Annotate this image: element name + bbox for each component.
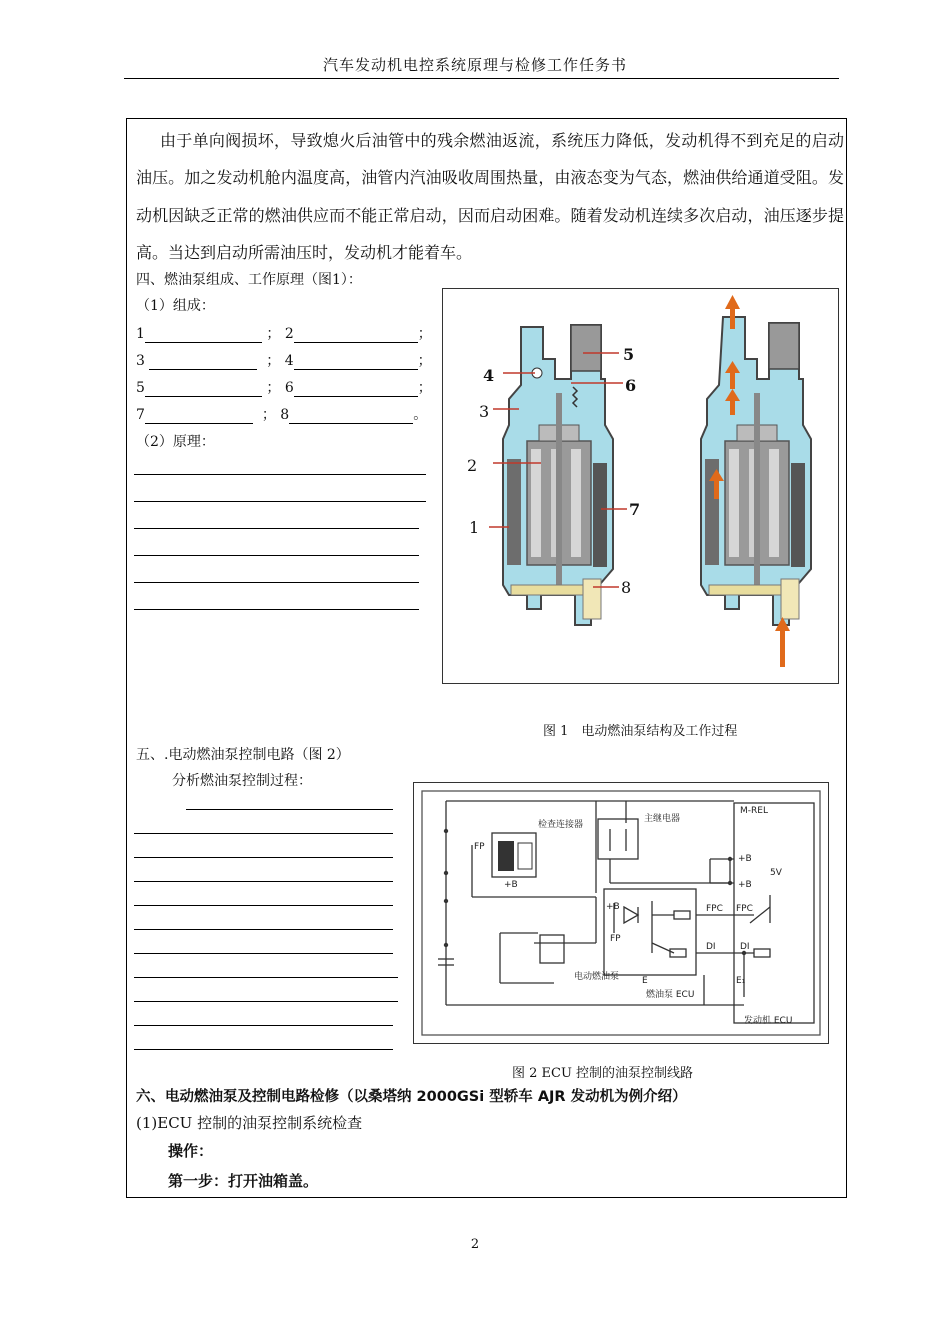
part-label-3: 3 (479, 402, 490, 421)
label-fpc-pump-ecu: FPC (706, 904, 723, 914)
part-label-8: 8 (621, 578, 632, 597)
item-num: 6 (284, 380, 294, 396)
check-connector (492, 833, 536, 877)
label-e1: E₁ (736, 976, 746, 986)
part-label-6: 6 (625, 376, 637, 395)
label-plus-b-2: +B (738, 880, 752, 890)
answer-line[interactable] (186, 809, 393, 810)
item-num: 3 (136, 353, 145, 369)
component-row-4 (136, 404, 427, 424)
operation-label: 操作： (168, 1142, 214, 1160)
step1-text: 第一步：打开油箱盖。 (168, 1172, 319, 1190)
item-sep: ； (266, 353, 281, 369)
figure1-fuel-pump-diagram (442, 288, 839, 684)
answer-blank-8[interactable] (289, 409, 413, 424)
circuit-wires (422, 791, 820, 1035)
figure1-caption: 图 1 电动燃油泵结构及工作过程 (543, 724, 738, 739)
item-sep: ； (266, 380, 281, 396)
answer-blank-5[interactable] (145, 382, 262, 397)
component-row-3 (136, 377, 432, 397)
answer-line[interactable] (134, 1049, 393, 1050)
section4-title: 四、燃油泵组成、工作原理（图1）： (136, 272, 362, 288)
answer-line[interactable] (134, 555, 419, 556)
answer-line[interactable] (134, 582, 419, 583)
answer-blank-3[interactable] (149, 355, 257, 370)
item-end: 。 (413, 407, 428, 423)
answer-line[interactable] (134, 953, 393, 954)
answer-blank-1[interactable] (145, 328, 262, 343)
answer-line[interactable] (134, 881, 393, 882)
label-fp-left: FP (474, 842, 485, 852)
item-end: ； (417, 380, 432, 396)
answer-line[interactable] (134, 1025, 393, 1026)
answer-blank-2[interactable] (294, 328, 418, 343)
answer-line[interactable] (134, 501, 426, 502)
figure2-circuit-diagram (413, 782, 829, 1044)
label-di-pump-ecu: DI (706, 942, 716, 952)
part-label-7: 7 (629, 500, 641, 519)
item-end: ； (417, 353, 432, 369)
part-label-4: 4 (483, 366, 495, 385)
section6-title: 六、电动燃油泵及控制电路检修（以桑塔纳 2000GSi 型轿车 AJR 发动机为例介绍） (136, 1089, 687, 1105)
label-plus-b-3: +B (606, 902, 620, 912)
label-fuel-pump: 电动燃油泵 (574, 972, 620, 982)
item-num: 2 (284, 326, 294, 342)
page-number: 2 (470, 1237, 480, 1252)
part-label-1: 1 (469, 518, 480, 537)
part-label-2: 2 (467, 456, 478, 475)
item-num: 7 (136, 407, 145, 423)
component-row-1 (136, 323, 432, 343)
answer-blank-4[interactable] (294, 355, 418, 370)
item-num: 1 (136, 326, 145, 342)
label-fp-mid: FP (610, 934, 621, 944)
answer-line[interactable] (134, 977, 398, 978)
answer-blank-7[interactable] (145, 409, 253, 424)
label-e: E (642, 976, 648, 986)
label-m-rel: M-REL (740, 806, 768, 816)
answer-line[interactable] (134, 1001, 398, 1002)
label-di-engine-ecu: DI (740, 942, 750, 952)
circuit-nodes (444, 829, 746, 955)
figure2-caption: 图 2 ECU 控制的油泵控制线路 (512, 1066, 694, 1081)
answer-line[interactable] (134, 905, 393, 906)
header-rule (124, 78, 839, 79)
label-check-connector: 检查连接器 (538, 820, 584, 830)
answer-line[interactable] (134, 857, 393, 858)
label-5v: 5V (770, 868, 782, 878)
answer-line[interactable] (134, 833, 393, 834)
item-num: 4 (284, 353, 294, 369)
part-label-5: 5 (623, 345, 635, 364)
intro-paragraph: 由于单向阀损坏，导致熄火后油管中的残余燃油返流，系统压力降低，发动机得不到充足的启动油压。加之发动机舱内温度高，油管内汽油吸收周围热量，由液态变为气态，燃油供给通道受阻。发动机因缺乏正常的燃油供应而不能正常启动，因而启动困难。随着发动机连续多次启动，油压逐步提高。当达到启动所需油压时，发动机才能着车。 (136, 131, 844, 262)
item-sep: ； (266, 326, 281, 342)
document-header-title: 汽车发动机电控系统原理与检修工作任务书 (322, 56, 627, 74)
section6-sub1: (1)ECU 控制的油泵控制系统检查 (136, 1114, 363, 1132)
answer-line[interactable] (134, 474, 426, 475)
answer-line[interactable] (134, 929, 393, 930)
item-end: ； (417, 326, 432, 342)
label-pump-ecu: 燃油泵 ECU (646, 990, 695, 1000)
item-num: 5 (136, 380, 145, 396)
section5-subtitle: 分析燃油泵控制过程： (172, 773, 312, 789)
answer-line[interactable] (134, 528, 419, 529)
answer-blank-6[interactable] (294, 382, 418, 397)
section5-title: 五、.电动燃油泵控制电路（图 2） (136, 747, 350, 763)
answer-line[interactable] (134, 609, 419, 610)
label-fpc-engine-ecu: FPC (736, 904, 753, 914)
item-sep: ； (261, 407, 276, 423)
section4-part1-label: （1）组成： (136, 298, 215, 314)
label-plus-b-conn: +B (504, 880, 518, 890)
label-plus-b-1: +B (738, 854, 752, 864)
section4-part2-label: （2）原理： (136, 434, 215, 450)
fuel-pump-cross-section-left (503, 325, 613, 625)
component-row-2 (136, 350, 432, 370)
label-engine-ecu: 发动机 ECU (744, 1016, 793, 1026)
label-main-relay: 主继电器 (644, 814, 681, 824)
item-num: 8 (280, 407, 290, 423)
